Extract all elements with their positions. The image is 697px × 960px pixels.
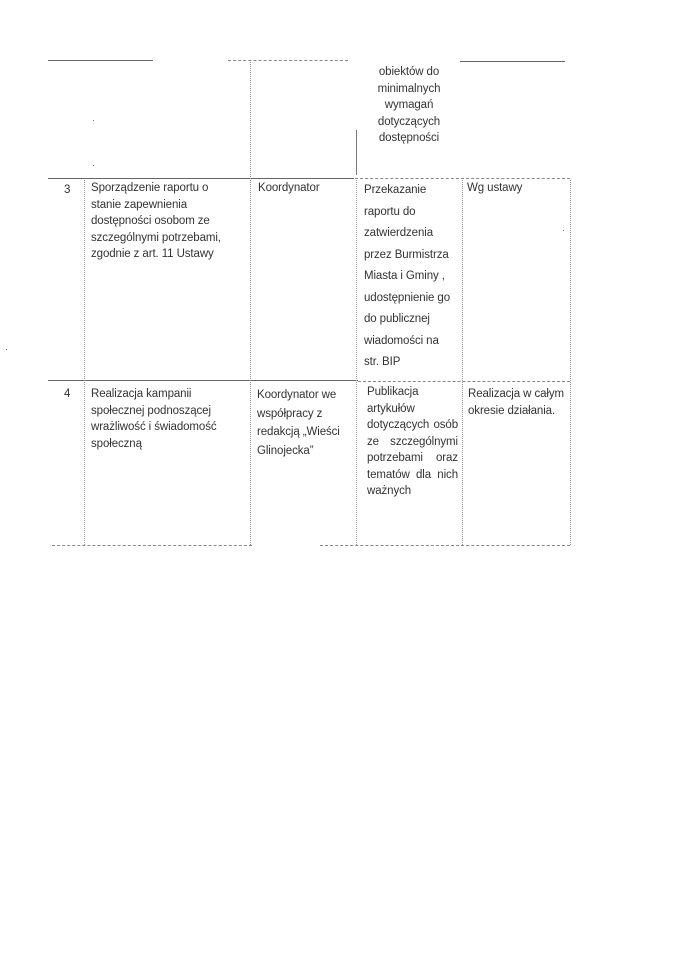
column-divider [462, 180, 463, 545]
row-separator [48, 178, 354, 179]
scan-speck [93, 165, 94, 166]
deadline-cell: Wg ustawy [467, 182, 523, 194]
prev-row-method-cell: obiektów do minimalnych wymagań dotyczących dostępności [377, 66, 441, 144]
column-divider [356, 180, 357, 545]
deadline-cell: Realizacja w całym okresie działania. [468, 388, 564, 417]
table-bottom-border [52, 545, 252, 546]
responsible-cell: Koordynator we współpracy z redakcją „Wieści Glinojecka” [257, 389, 340, 457]
method-cell: Publikacja artykułów dotyczących osób ze szczególnymi potrzebami oraz tematów dla nich ważnych [367, 386, 458, 497]
scan-speck [563, 230, 564, 231]
row-separator [355, 178, 570, 179]
column-divider [84, 180, 85, 545]
column-divider [356, 130, 357, 175]
column-divider [250, 62, 251, 545]
table-top-border [48, 60, 153, 61]
task-cell: Realizacja kampanii społecznej podnoszącej wrażliwość i świadomość społeczną [91, 388, 217, 450]
row-separator [48, 380, 358, 381]
table-top-border [228, 60, 348, 61]
row-number: 3 [64, 184, 71, 196]
scan-speck [6, 349, 7, 350]
table-bottom-border [320, 545, 570, 546]
task-cell: Sporządzenie raportu o stanie zapewnienia dostępności osobom ze szczególnymi potrzebami, zgodnie z art. 11 Ustawy [91, 182, 221, 260]
method-cell: Przekazanie raportu do zatwierdzenia przez Burmistrza Miasta i Gminy , udostępnienie go do publicznej wiadomości na str. BIP [364, 184, 451, 368]
responsible-cell: Koordynator [258, 182, 320, 194]
row-number: 4 [64, 388, 71, 400]
table-top-border [460, 61, 565, 62]
row-separator [358, 381, 570, 382]
scan-speck [93, 120, 94, 121]
table-right-border [570, 180, 571, 545]
